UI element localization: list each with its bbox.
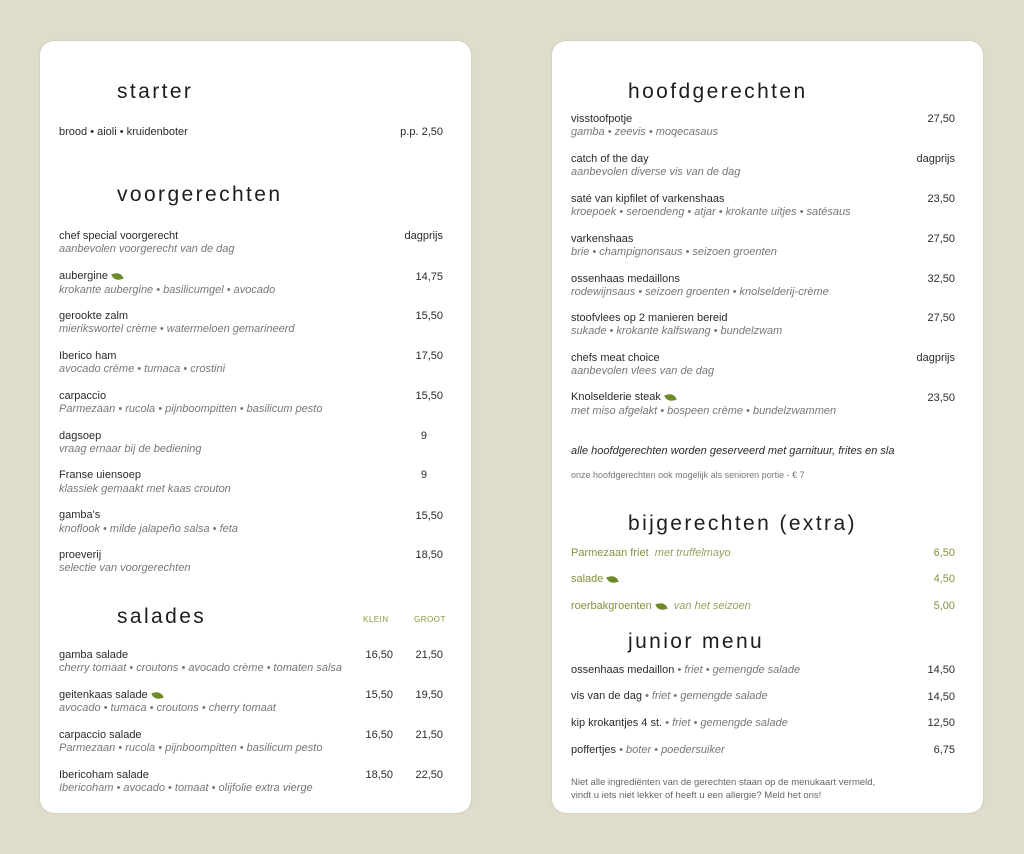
dish-name: aubergine: [59, 270, 108, 282]
dish-price: 27,50: [927, 312, 955, 324]
salad-price-small: 16,50: [365, 649, 393, 661]
junior-item-price: 14,50: [927, 691, 955, 703]
junior-item-description: • friet • gemengde salade: [665, 717, 788, 729]
salad-name: geitenkaas salade: [59, 689, 148, 701]
menu-page-left: [40, 41, 471, 813]
junior-item-price: 12,50: [927, 717, 955, 729]
salad-description: cherry tomaat • croutons • avocado crème • tomaten salsa: [59, 662, 343, 674]
dish-description: met miso afgelakt • bospeen crème • bundelzwammen: [571, 405, 837, 417]
dish-name: gamba's: [59, 509, 101, 521]
dish-price: 27,50: [927, 233, 955, 245]
dish-name: dagsoep: [59, 430, 102, 442]
dish-name: proeverij: [59, 549, 102, 561]
dish-name: stoofvlees op 2 manieren bereid: [571, 312, 728, 324]
dish-name: Knolselderie steak: [571, 391, 661, 403]
dish-name: varkenshaas: [571, 233, 634, 245]
side-dish-row: [571, 548, 731, 559]
dish-price: 18,50: [415, 549, 443, 561]
side-dish-name: salade: [571, 573, 604, 585]
salad-description: Parmezaan • rucola • pijnboompitten • basilicum pesto: [59, 742, 323, 754]
section-title-hoofdgerechten: hoofdgerechten: [628, 80, 808, 103]
dish-description: krokante aubergine • basilicumgel • avocado: [59, 284, 276, 296]
dish-description: aanbevolen voorgerecht van de dag: [59, 243, 235, 255]
dish-description: mierikswortel crème • watermeloen gemarineerd: [59, 323, 295, 335]
side-dish-row: [571, 574, 618, 585]
dish-name-with-leaf: [571, 392, 676, 403]
dish-price: 23,50: [927, 193, 955, 205]
junior-item-price: 14,50: [927, 664, 955, 676]
side-dish-name: Parmezaan friet: [571, 547, 649, 559]
column-header-groot: GROOT: [414, 615, 446, 624]
salad-price-small: 15,50: [365, 689, 393, 701]
section-title-bijgerechten: bijgerechten (extra): [628, 512, 857, 535]
salad-name: carpaccio salade: [59, 729, 142, 741]
junior-item-name: ossenhaas medaillon: [571, 664, 675, 676]
junior-item-description: • friet • gemengde salade: [645, 690, 768, 702]
dish-description: brie • champignonsaus • seizoen groenten: [571, 246, 777, 258]
leaf-icon: [607, 575, 619, 584]
dish-description: aanbevolen vlees van de dag: [571, 365, 715, 377]
junior-item: [571, 745, 725, 756]
salad-name: gamba salade: [59, 649, 129, 661]
dish-price: 14,75: [415, 271, 443, 283]
dish-description: avocado crème • tumaca • crostini: [59, 363, 226, 375]
dish-name: visstoofpotje: [571, 113, 633, 125]
dish-name: saté van kipfilet of varkenshaas: [571, 193, 725, 205]
dish-price: dagprijs: [916, 352, 955, 364]
salad-description: Ibericoham • avocado • tomaat • olijfolie extra vierge: [59, 782, 313, 794]
dish-description: klassiek gemaakt met kaas crouton: [59, 483, 231, 495]
dish-price: 15,50: [415, 390, 443, 402]
section-title-salades: salades: [117, 605, 207, 628]
junior-item-description: • boter • poedersuiker: [619, 744, 725, 756]
salad-name: Ibericoham salade: [59, 769, 149, 781]
dish-price: 17,50: [415, 350, 443, 362]
dish-name: chefs meat choice: [571, 352, 660, 364]
junior-item-name: vis van de dag: [571, 690, 642, 702]
side-dish-name: roerbakgroenten: [571, 600, 652, 612]
dish-description: knoflook • milde jalapeño salsa • feta: [59, 523, 238, 535]
salad-price-large: 19,50: [415, 689, 443, 701]
dish-description: vraag ernaar bij de bediening: [59, 443, 202, 455]
junior-item-name: kip krokantjes 4 st.: [571, 717, 663, 729]
dish-name: ossenhaas medaillons: [571, 273, 680, 285]
salad-name-with-leaf: [59, 690, 163, 701]
starter-item: brood • aioli • kruidenboter: [59, 126, 188, 138]
section-title-junior: junior menu: [628, 630, 765, 653]
junior-item-description: • friet • gemengde salade: [677, 664, 801, 676]
junior-item-name: poffertjes: [571, 744, 617, 756]
section-title-voorgerechten: voorgerechten: [117, 183, 283, 206]
dish-price: 15,50: [415, 310, 443, 322]
salad-price-large: 22,50: [415, 769, 443, 781]
allergy-note-line: vindt u iets niet lekker of heeft u een allergie? Meld het ons!: [571, 790, 822, 801]
dish-price: 32,50: [927, 273, 955, 285]
side-dish-row: [571, 601, 751, 612]
menu-page-right: [552, 41, 983, 813]
section-title-starter: starter: [117, 80, 194, 103]
side-dish-price: 4,50: [933, 573, 955, 585]
dish-price: 27,50: [927, 113, 955, 125]
dish-price: 15,50: [415, 510, 443, 522]
leaf-icon: [655, 602, 667, 611]
dish-price: dagprijs: [404, 230, 443, 242]
salad-price-small: 16,50: [365, 729, 393, 741]
column-header-klein: KLEIN: [363, 615, 389, 624]
dish-name: Iberico ham: [59, 350, 117, 362]
dish-name: chef special voorgerecht: [59, 230, 179, 242]
leaf-icon: [111, 272, 123, 281]
leaf-icon: [664, 393, 676, 402]
allergy-note: [571, 776, 875, 802]
dish-description: aanbevolen diverse vis van de dag: [571, 166, 741, 178]
side-dish-extra: met truffelmayo: [654, 547, 731, 559]
dish-description: rodewijnsaus • seizoen groenten • knolselderij-crème: [571, 286, 829, 298]
leaf-icon: [151, 691, 163, 700]
dish-price: 9: [420, 430, 427, 442]
dish-name: Franse uiensoep: [59, 469, 141, 481]
dish-price: 23,50: [927, 392, 955, 404]
dish-description: sukade • krokante kalfswang • bundelzwam: [571, 325, 783, 337]
salad-price-large: 21,50: [415, 649, 443, 661]
garnish-note: alle hoofdgerechten worden geserveerd met garnituur, frites en sla: [571, 445, 895, 457]
salad-price-small: 18,50: [365, 769, 393, 781]
dish-price: dagprijs: [916, 153, 955, 165]
junior-item: [571, 691, 768, 702]
side-dish-price: 6,50: [933, 547, 955, 559]
dish-name-with-leaf: [59, 271, 123, 282]
dish-description: kroepoek • seroendeng • atjar • krokante uitjes • satésaus: [571, 206, 851, 218]
senior-portion-note: onze hoofdgerechten ook mogelijk als senioren portie - € 7: [571, 470, 805, 480]
dish-name: gerookte zalm: [59, 310, 129, 322]
junior-item-price: 6,75: [933, 744, 955, 756]
dish-description: Parmezaan • rucola • pijnboompitten • basilicum pesto: [59, 403, 323, 415]
starter-price: p.p. 2,50: [400, 126, 443, 138]
junior-item: [571, 718, 788, 729]
dish-description: gamba • zeevis • moqecasaus: [571, 126, 719, 138]
side-dish-extra: van het seizoen: [673, 600, 751, 612]
dish-name: carpaccio: [59, 390, 107, 402]
allergy-note-line: Niet alle ingrediënten van de gerechten staan op de menukaart vermeld,: [571, 777, 876, 788]
dish-name: catch of the day: [571, 153, 649, 165]
dish-price: 9: [420, 469, 427, 481]
junior-item: [571, 665, 800, 676]
salad-price-large: 21,50: [415, 729, 443, 741]
dish-description: selectie van voorgerechten: [59, 562, 191, 574]
side-dish-price: 5,00: [933, 600, 955, 612]
salad-description: avocado • tumaca • croutons • cherry tomaat: [59, 702, 276, 714]
